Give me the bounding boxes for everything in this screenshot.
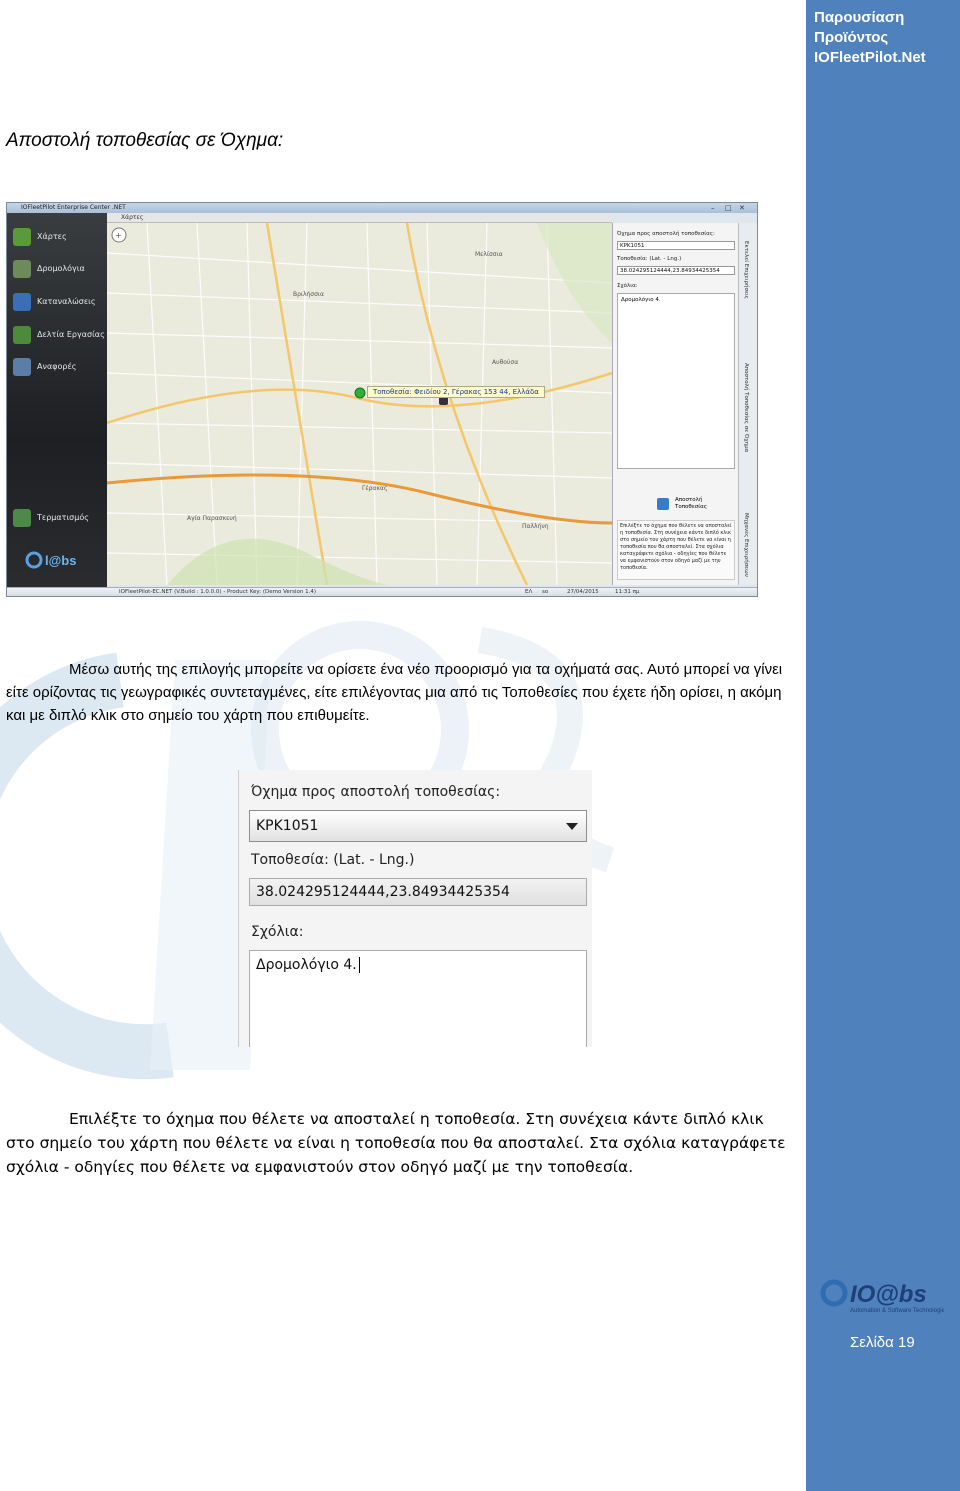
location-field[interactable]: 38.024295124444,23.84934425354 — [617, 266, 735, 275]
iolabs-logo — [25, 549, 89, 569]
close-icon[interactable]: ✕ — [739, 204, 745, 212]
window-titlebar — [7, 203, 757, 213]
map-label: Αγία Παρασκευή — [187, 515, 237, 522]
map-label: Αυθούσα — [492, 359, 519, 366]
report-icon — [13, 358, 31, 376]
minimize-icon[interactable]: – — [711, 204, 715, 212]
map-label: Παλλήνη — [522, 523, 549, 530]
page-number: Σελίδα 19 — [850, 1334, 915, 1351]
nav-item-consumption[interactable] — [13, 292, 107, 312]
instructions-rest: κλικ στο σημείο του χάρτη που θέλετε να είναι η τοποθεσία που θα αποσταλεί. Στα σχόλια καταγράφετε σχόλια - οδηγίες που θέλετε να εμφανιστούν στον οδηγό μαζί με την τοποθεσία. — [6, 1110, 786, 1176]
send-location-panel — [612, 223, 738, 585]
intro-line1: Μέσω αυτής της επιλογής μπορείτε να ορίσετε ένα νέο προορισμό για τα οχήματά — [69, 661, 611, 678]
vertical-tab[interactable]: Αποστολή Τοποθεσίας σε Όχημα — [743, 363, 749, 453]
nav-item-reports[interactable] — [13, 357, 107, 377]
nav-label: Δρομολόγια — [37, 264, 85, 273]
footer-logo-mark — [820, 1276, 944, 1316]
status-build: IOFleetPilot-EC.NET (V.Build : 1.0.0.0) - Product Key: (Demo Version 1.4) — [119, 589, 316, 595]
notes-label: Σχόλια: — [617, 283, 638, 289]
nav-label: Τερματισμός — [37, 513, 89, 522]
app-screenshot — [6, 202, 758, 597]
vehicle-label: Όχημα προς αποστολή τοποθεσίας: — [251, 784, 501, 800]
send-label: Αποστολή Τοποθεσίας — [675, 497, 707, 510]
map-location-bubble: Τοποθεσία: Φειδίου 2, Γέρακας 153 44, Ελλάδα — [367, 386, 545, 398]
vehicle-select[interactable] — [249, 810, 587, 842]
status-time: 11:31 πμ — [615, 589, 640, 595]
notes-textarea[interactable] — [249, 950, 587, 1047]
footer-logo-text: IO@bs — [850, 1281, 927, 1308]
vertical-tab[interactable]: Μηχανές Επιχειρήσεων — [743, 513, 749, 577]
nav-label: Καταναλώσεις — [37, 297, 96, 306]
nav-label: Αναφορές — [37, 362, 77, 371]
chevron-down-icon — [566, 823, 578, 830]
side-header-line3: IOFleetPilot.Net — [814, 49, 926, 66]
side-header-line1: Παρουσίαση — [814, 9, 905, 26]
intro-rest: σας. Αυτό μπορεί να γίνει είτε ορίζοντας τις γεωγραφικές συντεταγμένες, είτε επιλέγοντας μια από τις Τοποθεσίες που έχετε ήδη ορίσει, η ακόμη και με διπλό κλικ στο σημείο του χάρτη που επιθυμείτε. — [6, 661, 783, 724]
map-label: Γέρακας — [362, 485, 388, 492]
side-header-line2: Προϊόντος — [814, 29, 889, 46]
send-location-button[interactable] — [653, 496, 733, 514]
send-icon — [657, 498, 669, 510]
notes-text: Δρομολόγιο 4. — [621, 297, 661, 303]
exit-icon — [13, 509, 31, 527]
nav-item-exit[interactable] — [13, 508, 107, 528]
route-icon — [13, 260, 31, 278]
section-heading: Αποστολή τοποθεσίας σε Όχημα: — [6, 130, 284, 151]
map-view[interactable] — [107, 223, 612, 585]
vehicle-select[interactable]: KPK1051 — [617, 241, 735, 250]
location-label: Τοποθεσία: (Lat. - Lng.) — [251, 852, 415, 868]
svg-text:+: + — [115, 231, 122, 240]
nav-label: Χάρτες — [37, 232, 67, 241]
fuel-icon — [13, 293, 31, 311]
notes-text: Δρομολόγιο 4. — [256, 957, 360, 973]
instructions-paragraph — [6, 1107, 796, 1179]
status-user: so — [542, 589, 549, 595]
notes-textarea[interactable] — [617, 293, 735, 469]
instructions-line1: Επιλέξτε το όχημα που θέλετε να αποσταλεί η τοποθεσία. Στη συνέχεια κάντε διπλό — [69, 1110, 727, 1128]
vehicle-label: Όχημα προς αποστολή τοποθεσίας: — [617, 231, 715, 237]
location-field[interactable]: 38.024295124444,23.84934425354 — [249, 878, 587, 906]
footer-logo-tagline: Automation & Software Technologies — [850, 1308, 944, 1314]
intro-paragraph — [6, 658, 796, 727]
location-pin-icon — [355, 388, 365, 398]
map-icon — [13, 228, 31, 246]
svg-text:l@bs: l@bs — [45, 553, 77, 568]
nav-item-worksheets[interactable] — [13, 325, 107, 345]
worksheet-icon — [13, 326, 31, 344]
nav-item-maps[interactable] — [13, 227, 107, 247]
side-stripe — [806, 0, 960, 1491]
notes-label: Σχόλια: — [251, 924, 304, 940]
map-tab[interactable] — [107, 213, 612, 223]
map-label: Μελίσσια — [475, 251, 503, 258]
window-title: IOFleetPilot Enterprise Center .NET — [21, 204, 126, 211]
map-streets — [107, 223, 612, 585]
help-text: Επιλέξτε το όχημα που θέλετε να αποσταλεί η τοποθεσία. Στη συνέχεια κάντε διπλό κλικ στο σημείο του χάρτη που θέλετε να είναι η τοποθεσία που θα αποσταλεί. Στα σχόλια καταγράφετε σχόλια - οδηγίες που θέλετε να εμφανιστούν στον οδηγό μαζί με την τοποθεσία. — [617, 520, 735, 580]
vehicle-select-value: KPK1051 — [256, 818, 319, 834]
vertical-tab[interactable]: Εκτελεί Επιχειρήσεις — [743, 241, 749, 300]
vertical-tabs — [738, 223, 758, 585]
status-bar — [7, 587, 757, 597]
status-date: 27/04/2015 — [567, 589, 599, 595]
footer-logo — [820, 1276, 944, 1316]
status-lang: ΕΛ — [525, 589, 533, 595]
maximize-icon[interactable]: □ — [725, 204, 732, 212]
nav-item-routes[interactable] — [13, 259, 107, 279]
zoomed-panel-screenshot — [238, 770, 592, 1047]
app-sidebar — [7, 213, 107, 589]
location-label: Τοποθεσία: (Lat. - Lng.) — [617, 256, 682, 262]
map-tab-label: Χάρτες — [121, 214, 144, 221]
nav-label: Δελτία Εργασίας — [37, 330, 105, 339]
side-header — [814, 8, 954, 68]
map-label: Βριλήσσια — [293, 291, 324, 298]
